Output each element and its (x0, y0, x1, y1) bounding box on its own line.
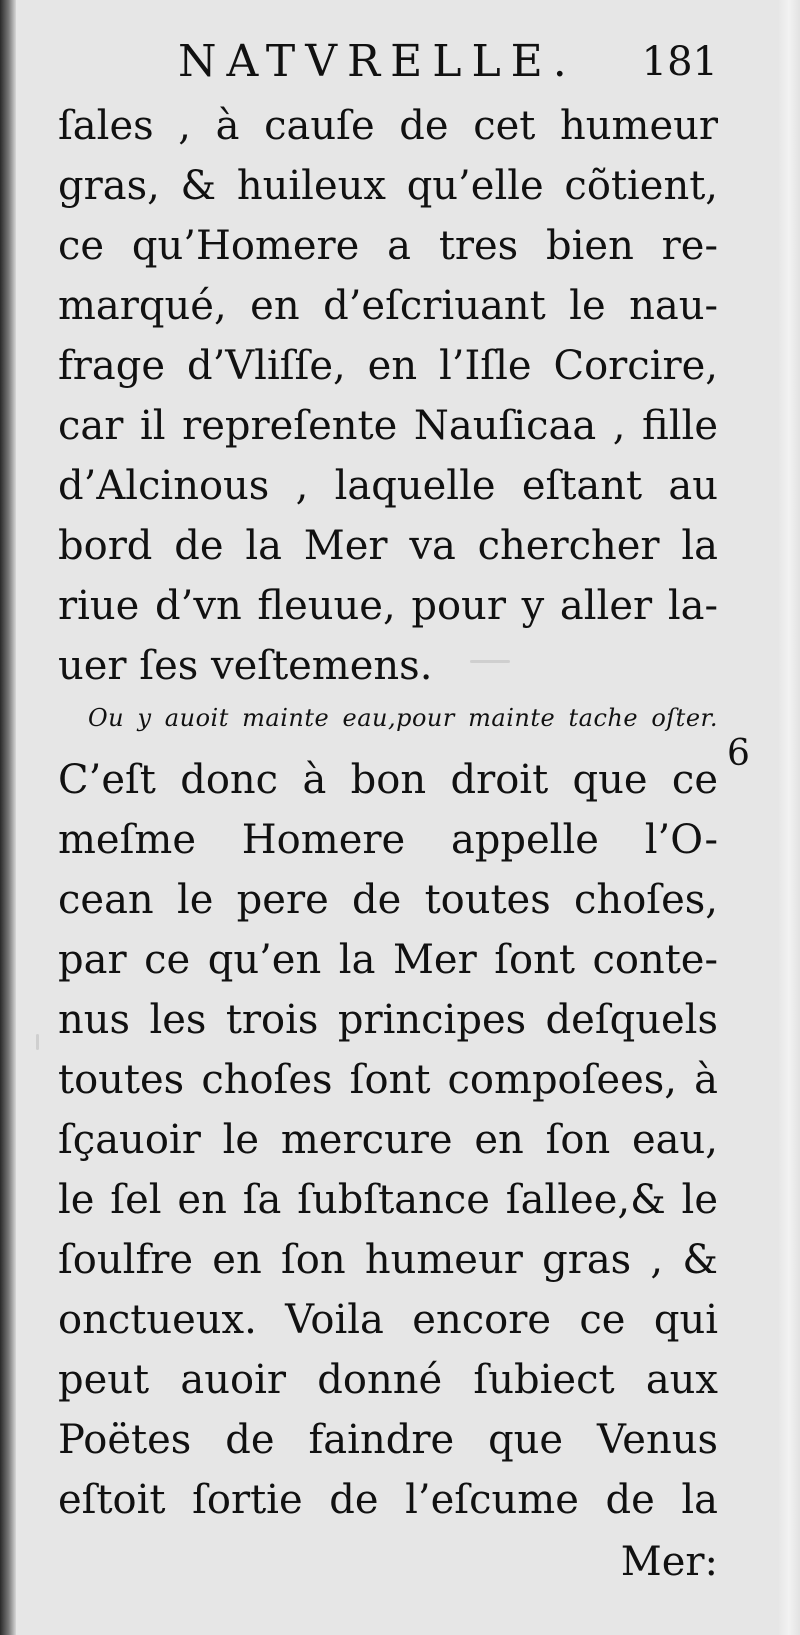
text-line: ſales , à cauſe de cet humeur (58, 103, 718, 149)
text-line: car il repreſente Nauſicaa , fille (58, 403, 718, 449)
page-right-edge (778, 0, 800, 1635)
text-line: C’eſt donc à bon droit que ce (58, 757, 718, 803)
text-line: ce qu’Homere a tres bien re- (58, 223, 718, 269)
text-line: cean le pere de toutes choſes, (58, 877, 718, 923)
text-line: peut auoir donné ſubiect aux (58, 1357, 718, 1403)
text-line: meſme Homere appelle l’O- (58, 817, 718, 863)
text-line: toutes choſes ſont compoſees, à (58, 1057, 718, 1103)
text-line: onctueux. Voila encore ce qui (58, 1297, 718, 1343)
running-title: NATVRELLE. (178, 36, 577, 87)
text-line: bord de la Mer va chercher la (58, 523, 718, 569)
text-line: d’Alcinous , laquelle eſtant au (58, 463, 718, 509)
text-line: nus les trois principes deſquels (58, 997, 718, 1043)
text-line: frage d’Vliſſe, en l’Iſle Corcire, (58, 343, 718, 389)
text-line: Poëtes de faindre que Venus (58, 1417, 718, 1463)
text-line: le ſel en ſa ſubſtance ſallee,& le (58, 1177, 718, 1223)
text-line: uer ſes veſtemens. (58, 643, 433, 689)
verse-quotation: Ou y auoit mainte eau,pour mainte tache oſter. (88, 704, 718, 732)
ink-speck (470, 660, 510, 663)
page-left-edge-shadow (0, 0, 16, 1635)
catchword: Mer: (620, 1539, 718, 1585)
margin-note: 6 (727, 733, 750, 774)
text-line: gras, & huileux qu’elle cõtient, (58, 163, 718, 209)
text-line: eſtoit ſortie de l’eſcume de la (58, 1477, 718, 1523)
text-line: marqué, en d’eſcriuant le nau- (58, 283, 718, 329)
page-number: 181 (641, 39, 718, 85)
text-line: ſçauoir le mercure en ſon eau, (58, 1117, 718, 1163)
text-line: riue d’vn fleuue, pour y aller la- (58, 583, 718, 629)
page-header (58, 32, 718, 92)
text-line: ſoulfre en ſon humeur gras , & (58, 1237, 718, 1283)
text-line: par ce qu’en la Mer ſont conte- (58, 937, 718, 983)
ink-speck (36, 1034, 39, 1050)
